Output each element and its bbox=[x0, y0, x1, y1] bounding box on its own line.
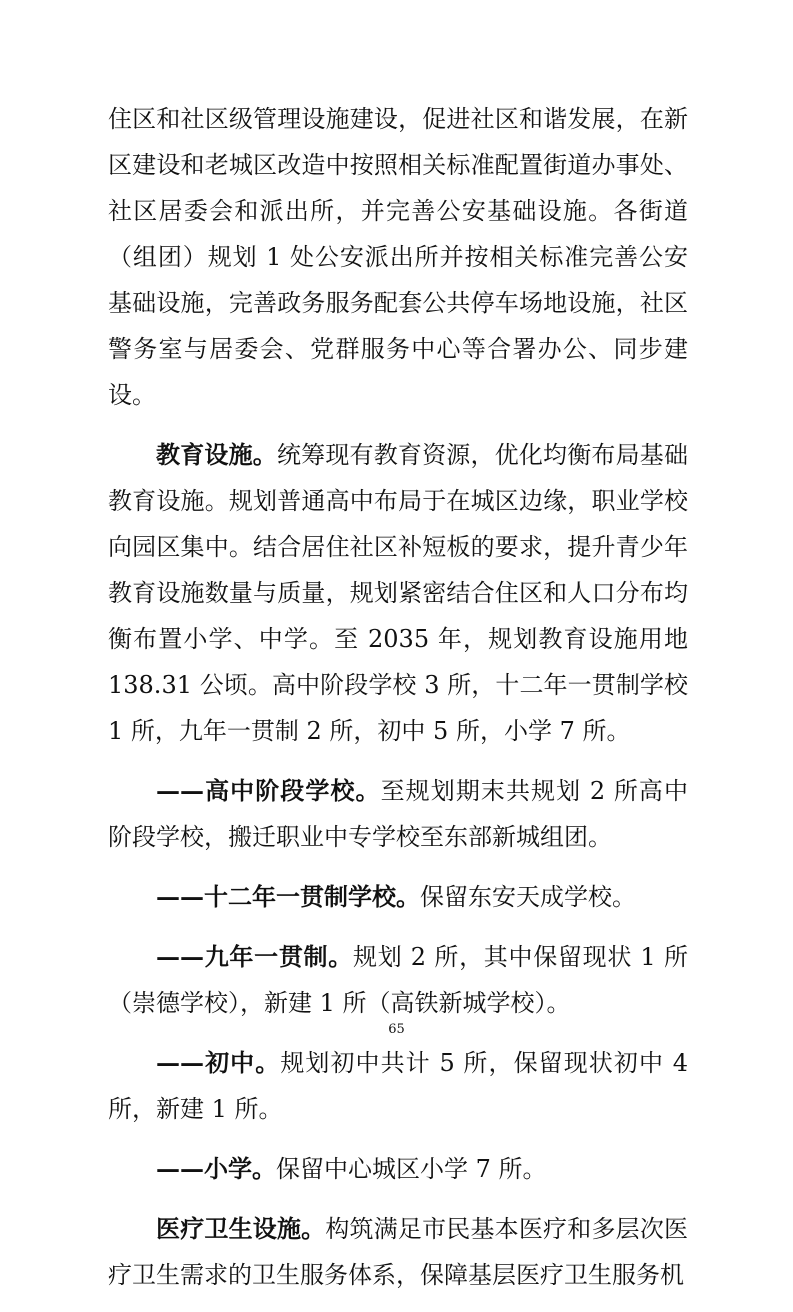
paragraph-heading: 医疗卫生设施。 bbox=[156, 1214, 326, 1243]
paragraph-heading: ——十二年一贯制学校。 bbox=[156, 882, 420, 911]
paragraph-junior-high bbox=[108, 1040, 688, 1132]
paragraph-medical-facilities bbox=[108, 1206, 688, 1298]
paragraph-text: 统筹现有教育资源，优化均衡布局基础教育设施。规划普通高中布局于在城区边缘，职业学校向园区集中。结合居住社区补短板的要求，提升青少年教育设施数量与质量，规划紧密结合住区和人口分布均衡布置小学、中学。至 2035 年，规划教育设施用地 138.31 公顷。高中阶段学校 3 所，十二年一贯制学校 1 所，九年一贯制 2 所，初中 5 所，小学 7 所。 bbox=[108, 441, 688, 745]
paragraph-text: 保留中心城区小学 7 所。 bbox=[276, 1155, 547, 1183]
paragraph-primary-school bbox=[108, 1146, 688, 1192]
paragraph-heading: 教育设施。 bbox=[156, 440, 277, 469]
paragraph-nine-year-school bbox=[108, 934, 688, 1026]
paragraph-text: 住区和社区级管理设施建设，促进社区和谐发展，在新区建设和老城区改造中按照相关标准配置街道办事处、社区居委会和派出所，并完善公安基础设施。各街道（组团）规划 1 处公安派出所并按相关标准完善公安基础设施，完善政务服务配套公共停车场地设施，社区警务室与居委会、党群服务中心等合署办公、同步建设。 bbox=[108, 105, 688, 409]
paragraph-text: 保留东安天成学校。 bbox=[420, 883, 636, 911]
paragraph-community-facilities bbox=[108, 96, 688, 418]
paragraph-text: 至规划期末共规划 2 所高中阶段学校，搬迁职业中专学校至东部新城组团。 bbox=[108, 777, 689, 851]
paragraph-heading: ——高中阶段学校。 bbox=[156, 776, 381, 805]
paragraph-high-school bbox=[108, 768, 688, 860]
paragraph-text: 构筑满足市民基本医疗和多层次医疗卫生需求的卫生服务体系，保障基层医疗卫生服务机 bbox=[108, 1215, 689, 1289]
paragraph-twelve-year-school bbox=[108, 874, 688, 920]
paragraph-text: 规划 2 所，其中保留现状 1 所（崇德学校），新建 1 所（高铁新城学校）。 bbox=[108, 943, 688, 1017]
paragraph-heading: ——九年一贯制。 bbox=[156, 942, 353, 971]
paragraph-heading: ——初中。 bbox=[156, 1048, 281, 1077]
paragraph-text: 规划初中共计 5 所，保留现状初中 4 所，新建 1 所。 bbox=[108, 1049, 689, 1123]
page-number: 65 bbox=[388, 1022, 405, 1037]
paragraph-heading: ——小学。 bbox=[156, 1154, 276, 1183]
document-body bbox=[108, 96, 688, 1312]
paragraph-education-facilities bbox=[108, 432, 688, 754]
